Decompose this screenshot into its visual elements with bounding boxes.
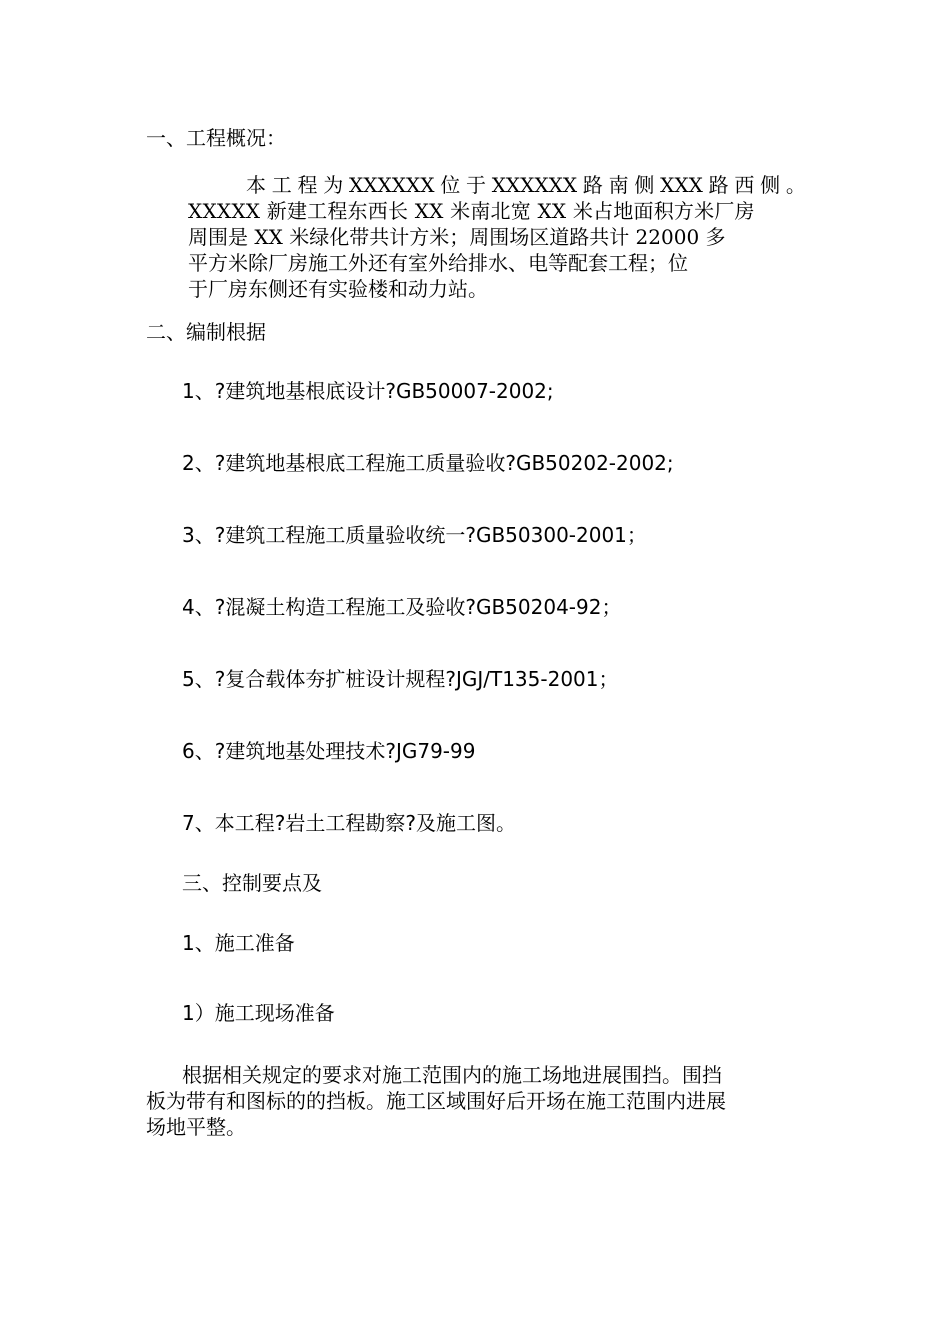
overview-paragraph-line-3: 周围是 XX 米绿化带共计方米；周围场区道路共计 22000 多	[188, 225, 726, 249]
subheading-site-prep: 1）施工现场准备	[182, 1001, 335, 1025]
overview-line1-word: 程	[297, 173, 318, 197]
overview-line1-word: 为	[323, 173, 344, 197]
site-prep-paragraph-line-1: 根据相关规定的要求对施工范围内的施工场地进展围挡。围挡	[182, 1063, 722, 1087]
site-prep-paragraph-line-3: 场地平整。	[146, 1115, 246, 1139]
overview-line1-word: 。	[785, 173, 806, 197]
overview-line1-word: 本	[246, 173, 266, 197]
overview-line1-word: 路	[708, 173, 729, 197]
site-prep-paragraph	[146, 1062, 806, 1140]
overview-paragraph	[188, 172, 806, 302]
basis-item-3: 3、?建筑工程施工质量验收统一?GB50300-2001；	[182, 523, 647, 547]
section-heading-control: 三、控制要点及	[182, 871, 322, 895]
overview-line1-word: 侧	[760, 173, 781, 197]
basis-item-6: 6、?建筑地基处理技术?JG79-99	[182, 739, 476, 763]
site-prep-paragraph-line-2: 板为带有和图标的的挡板。施工区域围好后开场在施工范围内进展	[146, 1089, 726, 1113]
overview-line1-word: XXX	[660, 173, 703, 197]
overview-line1-word: 位	[440, 173, 461, 197]
basis-item-5: 5、?复合载体夯扩桩设计规程?JGJ/T135-2001；	[182, 667, 619, 691]
basis-item-4: 4、?混凝土构造工程施工及验收?GB50204-92；	[182, 595, 622, 619]
overview-line1-word: 于	[465, 173, 486, 197]
basis-item-1: 1、?建筑地基根底设计?GB50007-2002;	[182, 379, 554, 403]
subheading-construction-prep: 1、施工准备	[182, 931, 295, 955]
overview-line1-word: XXXXXX	[491, 173, 578, 197]
overview-line1-word: 侧	[634, 173, 655, 197]
overview-line1-word: 工	[271, 173, 292, 197]
overview-paragraph-line-2: XXXXX 新建工程东西长 XX 米南北宽 XX 米占地面积方米厂房	[188, 199, 755, 223]
overview-paragraph-line-1	[188, 172, 806, 198]
overview-paragraph-line-5: 于厂房东侧还有实验楼和动力站。	[188, 277, 488, 301]
basis-item-2: 2、?建筑地基根底工程施工质量验收?GB50202-2002;	[182, 451, 674, 475]
overview-line1-word: 路	[582, 173, 603, 197]
section-heading-overview: 一、工程概况：	[146, 126, 286, 150]
overview-paragraph-line-4: 平方米除厂房施工外还有室外给排水、电等配套工程；位	[188, 251, 688, 275]
overview-line1-word: 西	[734, 173, 755, 197]
overview-line1-word: XXXXXX	[349, 173, 435, 197]
overview-line1-word: 南	[608, 173, 629, 197]
section-heading-basis: 二、编制根据	[146, 320, 266, 344]
basis-item-7: 7、本工程?岩土工程勘察?及施工图。	[182, 811, 516, 835]
